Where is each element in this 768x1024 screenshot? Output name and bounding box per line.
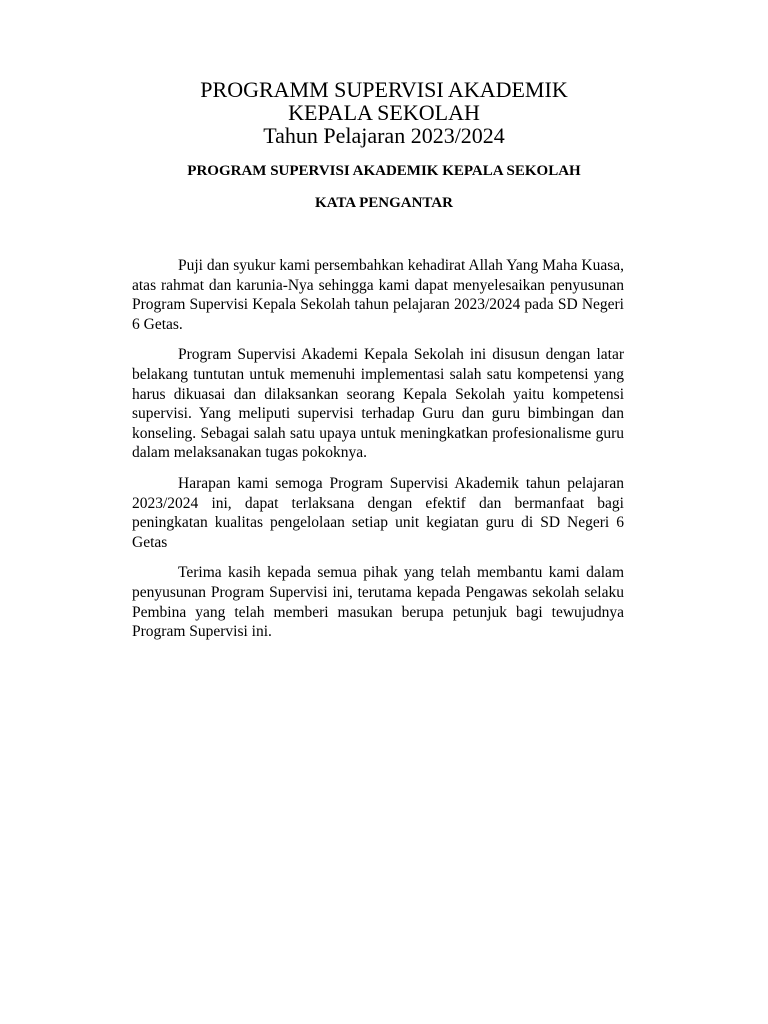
section-heading-program: PROGRAM SUPERVISI AKADEMIK KEPALA SEKOLAH bbox=[187, 163, 581, 179]
title-line-kepala-sekolah: KEPALA SEKOLAH bbox=[288, 100, 480, 125]
title-line-program: PROGRAMM SUPERVISI AKADEMIK bbox=[200, 77, 568, 102]
paragraph: Program Supervisi Akademi Kepala Sekolah ini disusun dengan latar belakang tuntutan untuk memenuhi implementasi salah satu kompetensi yang harus dikuasai dan dilaksankan seorang Kepala Sekolah yaitu kompetensi supervisi. Yang meliputi supervisi terhadap Guru dan guru bimbingan dan konseling. Sebagai salah satu upaya untuk meningkatkan profesionalisme guru dalam melaksanakan tugas pokoknya. bbox=[132, 346, 624, 462]
section-heading-kata-pengantar: KATA PENGANTAR bbox=[315, 195, 453, 211]
document-title bbox=[0, 78, 768, 147]
paragraph: Terima kasih kepada semua pihak yang telah membantu kami dalam penyusunan Program Supervisi ini, terutama kepada Pengawas sekolah selaku Pembina yang telah memberi masukan berupa petunjuk bagi tewujudnya Program Supervisi ini. bbox=[132, 564, 624, 641]
paragraph: Harapan kami semoga Program Supervisi Akademik tahun pelajaran 2023/2024 ini, dapat terlaksana dengan efektif dan bermanfaat bagi peningkatan kualitas pengelolaan setiap unit kegiatan guru di SD Negeri 6 Getas bbox=[132, 474, 624, 551]
paragraph: Puji dan syukur kami persembahkan kehadirat Allah Yang Maha Kuasa, atas rahmat dan karunia-Nya sehingga kami dapat menyelesaikan penyusunan Program Supervisi Kepala Sekolah tahun pelajaran 2023/2024 pada SD Negeri 6 Getas. bbox=[132, 257, 624, 333]
body-text bbox=[132, 256, 624, 653]
title-line-tahun-pelajaran: Tahun Pelajaran 2023/2024 bbox=[263, 123, 505, 148]
